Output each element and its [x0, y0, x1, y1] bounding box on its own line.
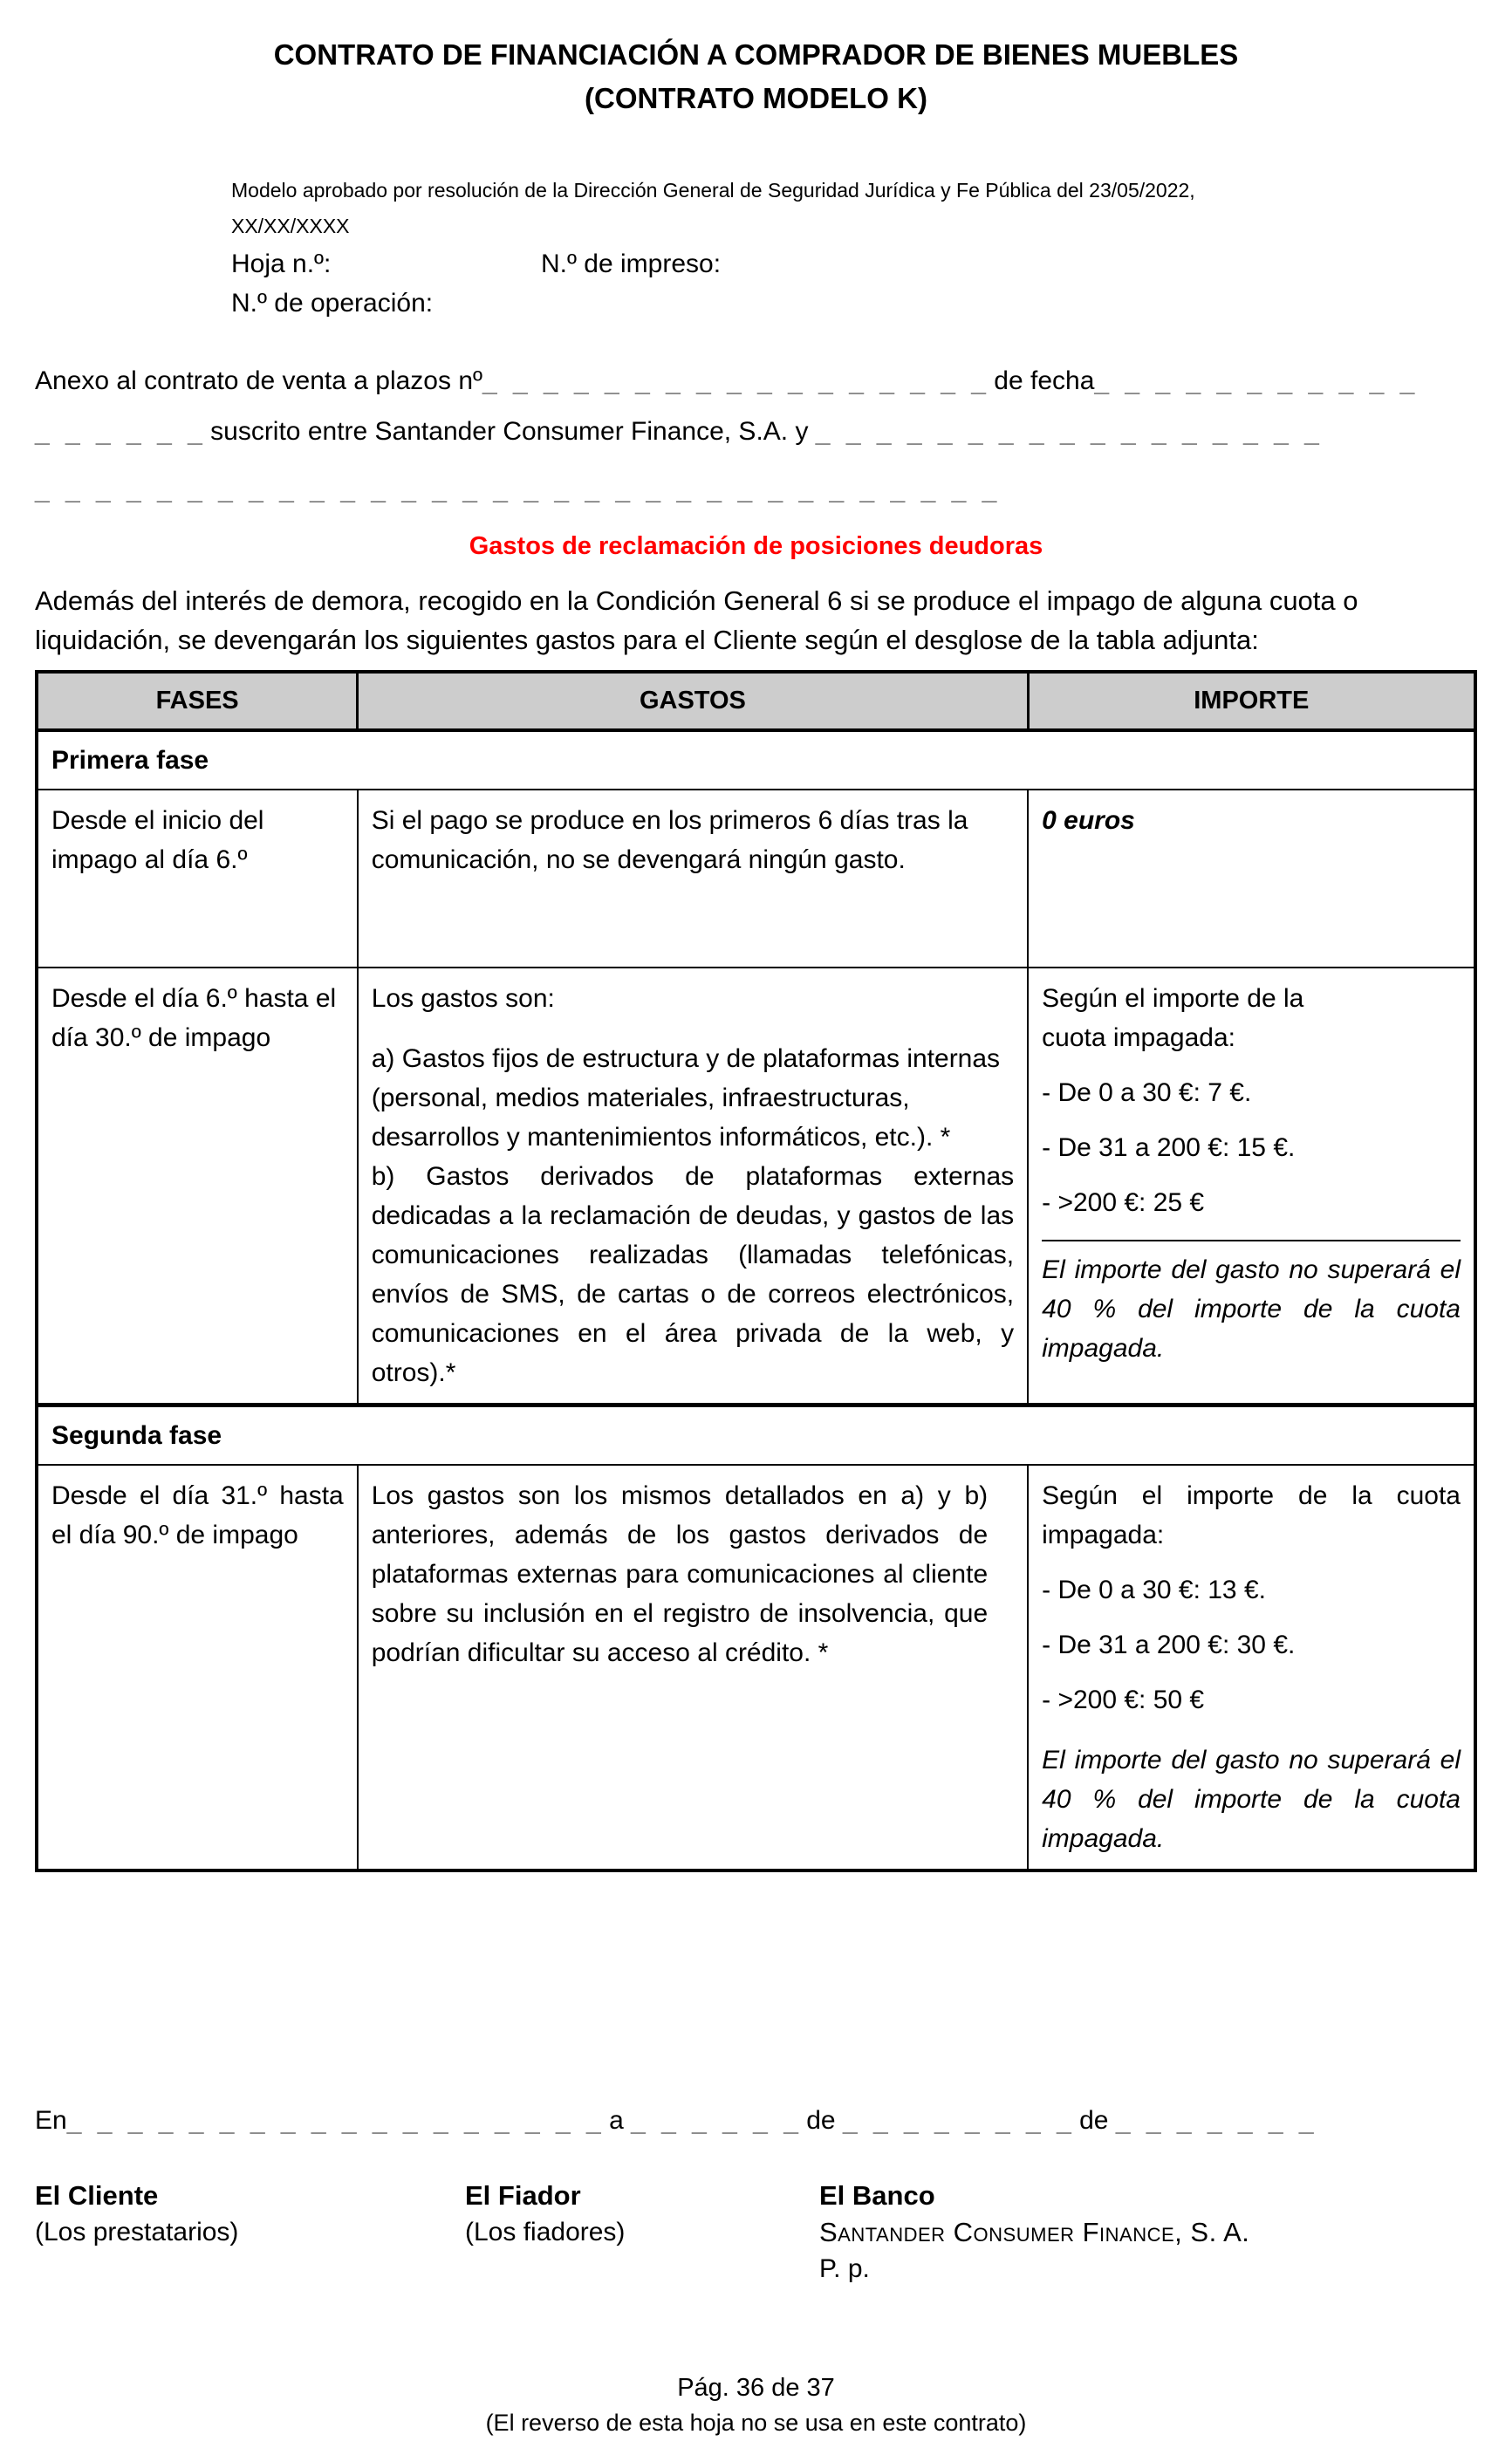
importe-intro: Según el importe de la cuota impagada: — [1042, 984, 1304, 1052]
importe-intro: Según el importe de la cuota impagada: — [1042, 1481, 1461, 1549]
cell-importe-day31-90 — [1028, 1465, 1475, 1870]
importe-tier-1: - De 0 a 30 €: 13 €. — [1042, 1576, 1266, 1604]
print-number-label: N.º de impreso: — [541, 250, 722, 278]
operation-number-line — [231, 284, 1477, 323]
guarantor-title: El Fiador — [465, 2180, 581, 2211]
signing-de-label-2: de — [1071, 2106, 1116, 2135]
annex-text-parties: suscrito entre Santander Consumer Finance, S.A. y — [202, 417, 816, 446]
guarantor-subtitle: (Los fiadores) — [465, 2218, 626, 2246]
operation-number-label: N.º de operación: — [231, 289, 434, 318]
blank-date: _ _ _ _ _ _ _ _ _ _ _ — [1094, 366, 1416, 395]
importe-tier-3: - >200 €: 50 € — [1042, 1686, 1205, 1714]
phase-1-row — [37, 730, 1475, 790]
bank-pp: P. p. — [819, 2254, 870, 2283]
document-title — [35, 33, 1477, 120]
importe-cap-note: El importe del gasto no superará el 40 % del importe de la cuota impagada. — [1042, 1746, 1461, 1853]
annex-line-2 — [35, 407, 1477, 457]
approval-line-2: XX/XX/XXXX — [231, 215, 350, 237]
phase-2-label: Segunda fase — [37, 1405, 1475, 1466]
gastos-item-b: b) Gastos derivados de plataformas externas dedicadas a la reclamación de deudas, y gastos de las comunicaciones realizadas (llamadas telefónicas, envíos de SMS, de cartas o de correos electrónicos, comunicaciones en el área privada de la web, y otros).* — [371, 1162, 1015, 1387]
fees-table — [35, 670, 1477, 1872]
reverse-side-note: (El reverso de esta hoja no se usa en este contrato) — [485, 2410, 1027, 2436]
gastos-intro: Los gastos son: — [371, 984, 555, 1013]
cell-fases-day6-30: Desde el día 6.º hasta el día 30.º de impago — [37, 968, 358, 1405]
client-title: El Cliente — [35, 2180, 159, 2211]
table-header-row — [37, 672, 1475, 730]
table-row — [37, 790, 1475, 968]
phase-2-row — [37, 1405, 1475, 1466]
page-footer — [0, 2370, 1512, 2439]
blank-counterparty: _ _ _ _ _ _ _ _ _ _ _ _ _ _ _ _ _ — [815, 417, 1320, 446]
blank-counterparty-continued: _ _ _ _ _ _ _ _ _ _ _ _ _ _ _ _ _ _ _ _ _ _ _ _ _ _ _ _ _ _ _ _ — [35, 475, 998, 503]
bank-title: El Banco — [819, 2180, 935, 2211]
sheet-number-label: Hoja n.º: — [231, 250, 332, 278]
blank-year: _ _ _ _ _ _ _ — [1115, 2106, 1315, 2135]
page-number: Pág. 36 de 37 — [677, 2374, 835, 2402]
client-subtitle: (Los prestatarios) — [35, 2218, 239, 2246]
annex-text-date: de fecha — [986, 366, 1095, 395]
contract-page — [0, 33, 1512, 1872]
cell-fases-day31-90: Desde el día 31.º hasta el día 90.º de impago — [37, 1465, 358, 1870]
annex-line-1 — [35, 356, 1477, 407]
column-header-gastos: GASTOS — [358, 672, 1028, 730]
signature-client — [35, 2178, 465, 2287]
blank-place: _ _ _ _ _ _ _ _ _ _ _ _ _ _ _ _ _ _ — [66, 2106, 602, 2135]
phase-1-label: Primera fase — [37, 730, 1475, 790]
column-header-fases: FASES — [37, 672, 358, 730]
cell-gastos-day6-30 — [358, 968, 1028, 1405]
signing-prefix: En — [35, 2106, 67, 2135]
cell-importe-phase1: 0 euros — [1028, 790, 1475, 968]
blank-day: _ _ _ _ _ _ — [631, 2106, 799, 2135]
annex-paragraph — [35, 356, 1477, 515]
annex-text-contract: Anexo al contrato de venta a plazos nº — [35, 366, 482, 395]
intro-paragraph: Además del interés de demora, recogido en la Condición General 6 si se produce el impago de alguna cuota o liquidación, se devengarán los siguientes gastos para el Cliente según el desglose de la tabla adjunta: — [35, 585, 1358, 655]
title-line-2: (CONTRATO MODELO K) — [585, 82, 927, 114]
cell-fases-phase1: Desde el inicio del impago al día 6.º — [37, 790, 358, 968]
importe-divider-line — [1042, 1240, 1461, 1241]
column-header-importe: IMPORTE — [1028, 672, 1475, 730]
approval-note — [231, 173, 1477, 244]
importe-tier-2: - De 31 a 200 €: 15 €. — [1042, 1133, 1296, 1162]
signature-guarantor — [465, 2178, 819, 2287]
gastos-item-a: a) Gastos fijos de estructura y de plataformas internas (personal, medios materiales, infraestructuras, desarrollos y mantenimientos informáticos, etc.). * — [371, 1044, 1001, 1152]
approval-line-1: Modelo aprobado por resolución de la Dirección General de Seguridad Jurídica y Fe Pública del 23/05/2022, — [231, 179, 1195, 202]
signature-blocks — [35, 2178, 1249, 2287]
importe-cap-note: El importe del gasto no superará el 40 % del importe de la cuota impagada. — [1042, 1255, 1461, 1363]
annex-line-3 — [35, 464, 1477, 515]
signing-a-label: a — [601, 2106, 632, 2135]
importe-tier-2: - De 31 a 200 €: 30 €. — [1042, 1631, 1296, 1659]
signing-place-date-line — [35, 2099, 1315, 2143]
importe-tier-3: - >200 €: 25 € — [1042, 1188, 1205, 1217]
signature-bank — [819, 2178, 1249, 2287]
blank-continuation: _ _ _ _ _ _ — [35, 417, 203, 446]
title-line-1: CONTRATO DE FINANCIACIÓN A COMPRADOR DE BIENES MUEBLES — [273, 38, 1239, 71]
blank-contract-number: _ _ _ _ _ _ _ _ _ _ _ _ _ _ _ _ _ — [482, 366, 987, 395]
cell-gastos-phase1: Si el pago se produce en los primeros 6 días tras la comunicación, no se devengará ningún gasto. — [358, 790, 1028, 968]
table-row — [37, 1465, 1475, 1870]
importe-tier-1: - De 0 a 30 €: 7 €. — [1042, 1078, 1252, 1107]
bank-name: Santander Consumer Finance, S. A. — [819, 2217, 1250, 2247]
sheet-number-line — [231, 244, 1477, 284]
cell-gastos-day31-90: Los gastos son los mismos detallados en a) y b) anteriores, además de los gastos derivados de plataformas externas para comunicaciones al cliente sobre su inclusión en el registro de insolvencia, que podrían dificultar su acceso al crédito. * — [358, 1465, 1028, 1870]
table-row — [37, 968, 1475, 1405]
section-heading: Gastos de reclamación de posiciones deudoras — [469, 532, 1043, 560]
blank-month: _ _ _ _ _ _ _ _ — [842, 2106, 1072, 2135]
signing-de-label-1: de — [798, 2106, 843, 2135]
cell-importe-day6-30 — [1028, 968, 1475, 1405]
